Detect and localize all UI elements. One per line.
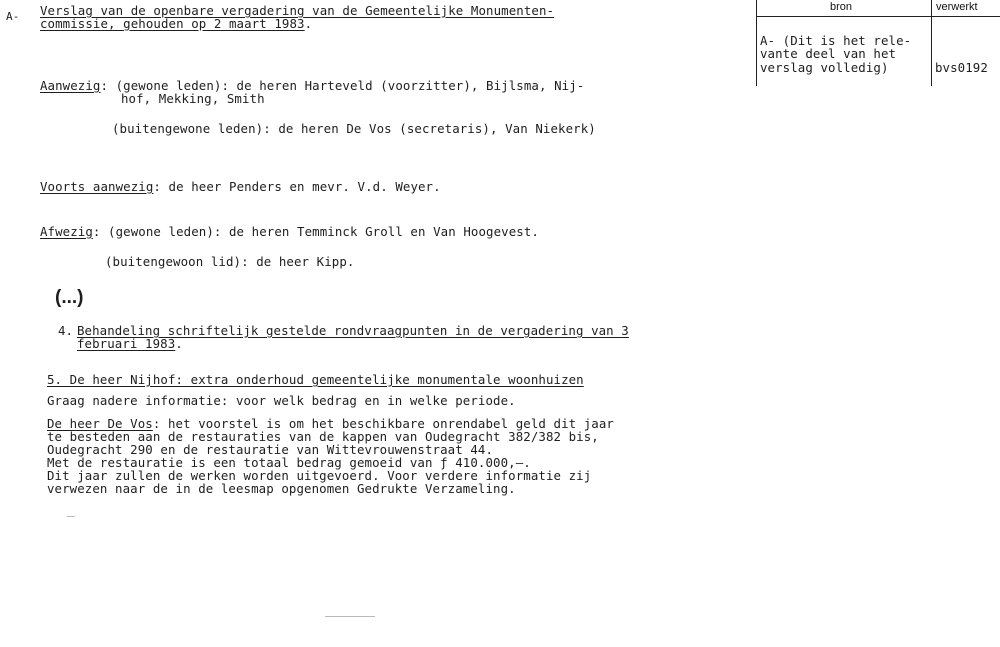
present-extra: (buitengewone leden): de heren De Vos (secretaris), Van Niekerk) [112,121,596,136]
bron-line-1: A- (Dit is het rele- [760,33,912,48]
body-line-3: Met de restauratie is een totaal bedrag gemoeid van ƒ 410.000,—. [47,455,531,470]
item4-number: 4. [58,323,74,338]
scan-speck [67,516,75,517]
title-line-2 [40,17,312,30]
body-line-1: te besteden aan de restauraties van de kappen van Oudegracht 382/382 bis, [47,429,599,444]
title-line-1: Verslag van de openbare vergadering van de Gemeentelijke Monumenten- [40,3,555,18]
item4-period: . [175,336,183,351]
item4-line-1: Behandeling schriftelijk gestelde rondvraagpunten in de vergadering van 3 [77,323,629,338]
verwerkt-value: bvs0192 [935,60,988,75]
devos-text: : het voorstel is om het beschikbare onrendabel geld dit jaar [152,416,614,431]
present-text: : (gewone leden): de heren Harteveld (voorzitter), Bijlsma, Nij- [100,78,585,93]
title-period: . [304,16,313,31]
table-left-border [756,0,757,86]
present-line-2: hof, Mekking, Smith [121,91,265,106]
body-line-5: verwezen naar de in de leesmap opgenomen Gedrukte Verzameling. [47,481,516,496]
absent-extra: (buitengewoon lid): de heer Kipp. [105,254,355,269]
absent-text: : (gewone leden): de heren Temminck Groll en Van Hoogevest. [92,224,539,239]
title-date: commissie, gehouden op 2 maart 1983 [40,16,305,31]
bron-line-3: verslag volledig) [760,60,889,75]
also-text: : de heer Penders en mevr. V.d. Weyer. [153,179,441,194]
item4-line-2 [77,337,183,350]
present-label: Aanwezig [40,78,101,93]
body-line-2: Oudegracht 290 en de restauratie van Wittevrouwenstraat 44. [47,442,494,457]
bron-line-2: vante deel van het [760,46,897,61]
also-label: Voorts aanwezig [40,179,154,194]
item5-request: Graag nadere informatie: voor welk bedrag en in welke periode. [47,393,516,408]
table-column-divider [931,0,932,86]
absent-label: Afwezig [40,224,93,239]
also-present [40,180,441,193]
ellipsis: (...) [55,287,84,308]
margin-mark: A- [6,10,20,23]
item5-heading: 5. De heer Nijhof: extra onderhoud gemeentelijke monumentale woonhuizen [47,372,584,387]
absent-line [40,225,539,238]
header-bron: bron [830,1,853,13]
item4-date: februari 1983 [77,336,176,351]
devos-label: De heer De Vos [47,416,153,431]
header-verwerkt: verwerkt [936,1,978,13]
body-line-4: Dit jaar zullen de werken worden uitgevoerd. Voor verdere informatie zij [47,468,592,483]
table-header-rule [756,16,1000,17]
scan-speck [325,616,375,617]
